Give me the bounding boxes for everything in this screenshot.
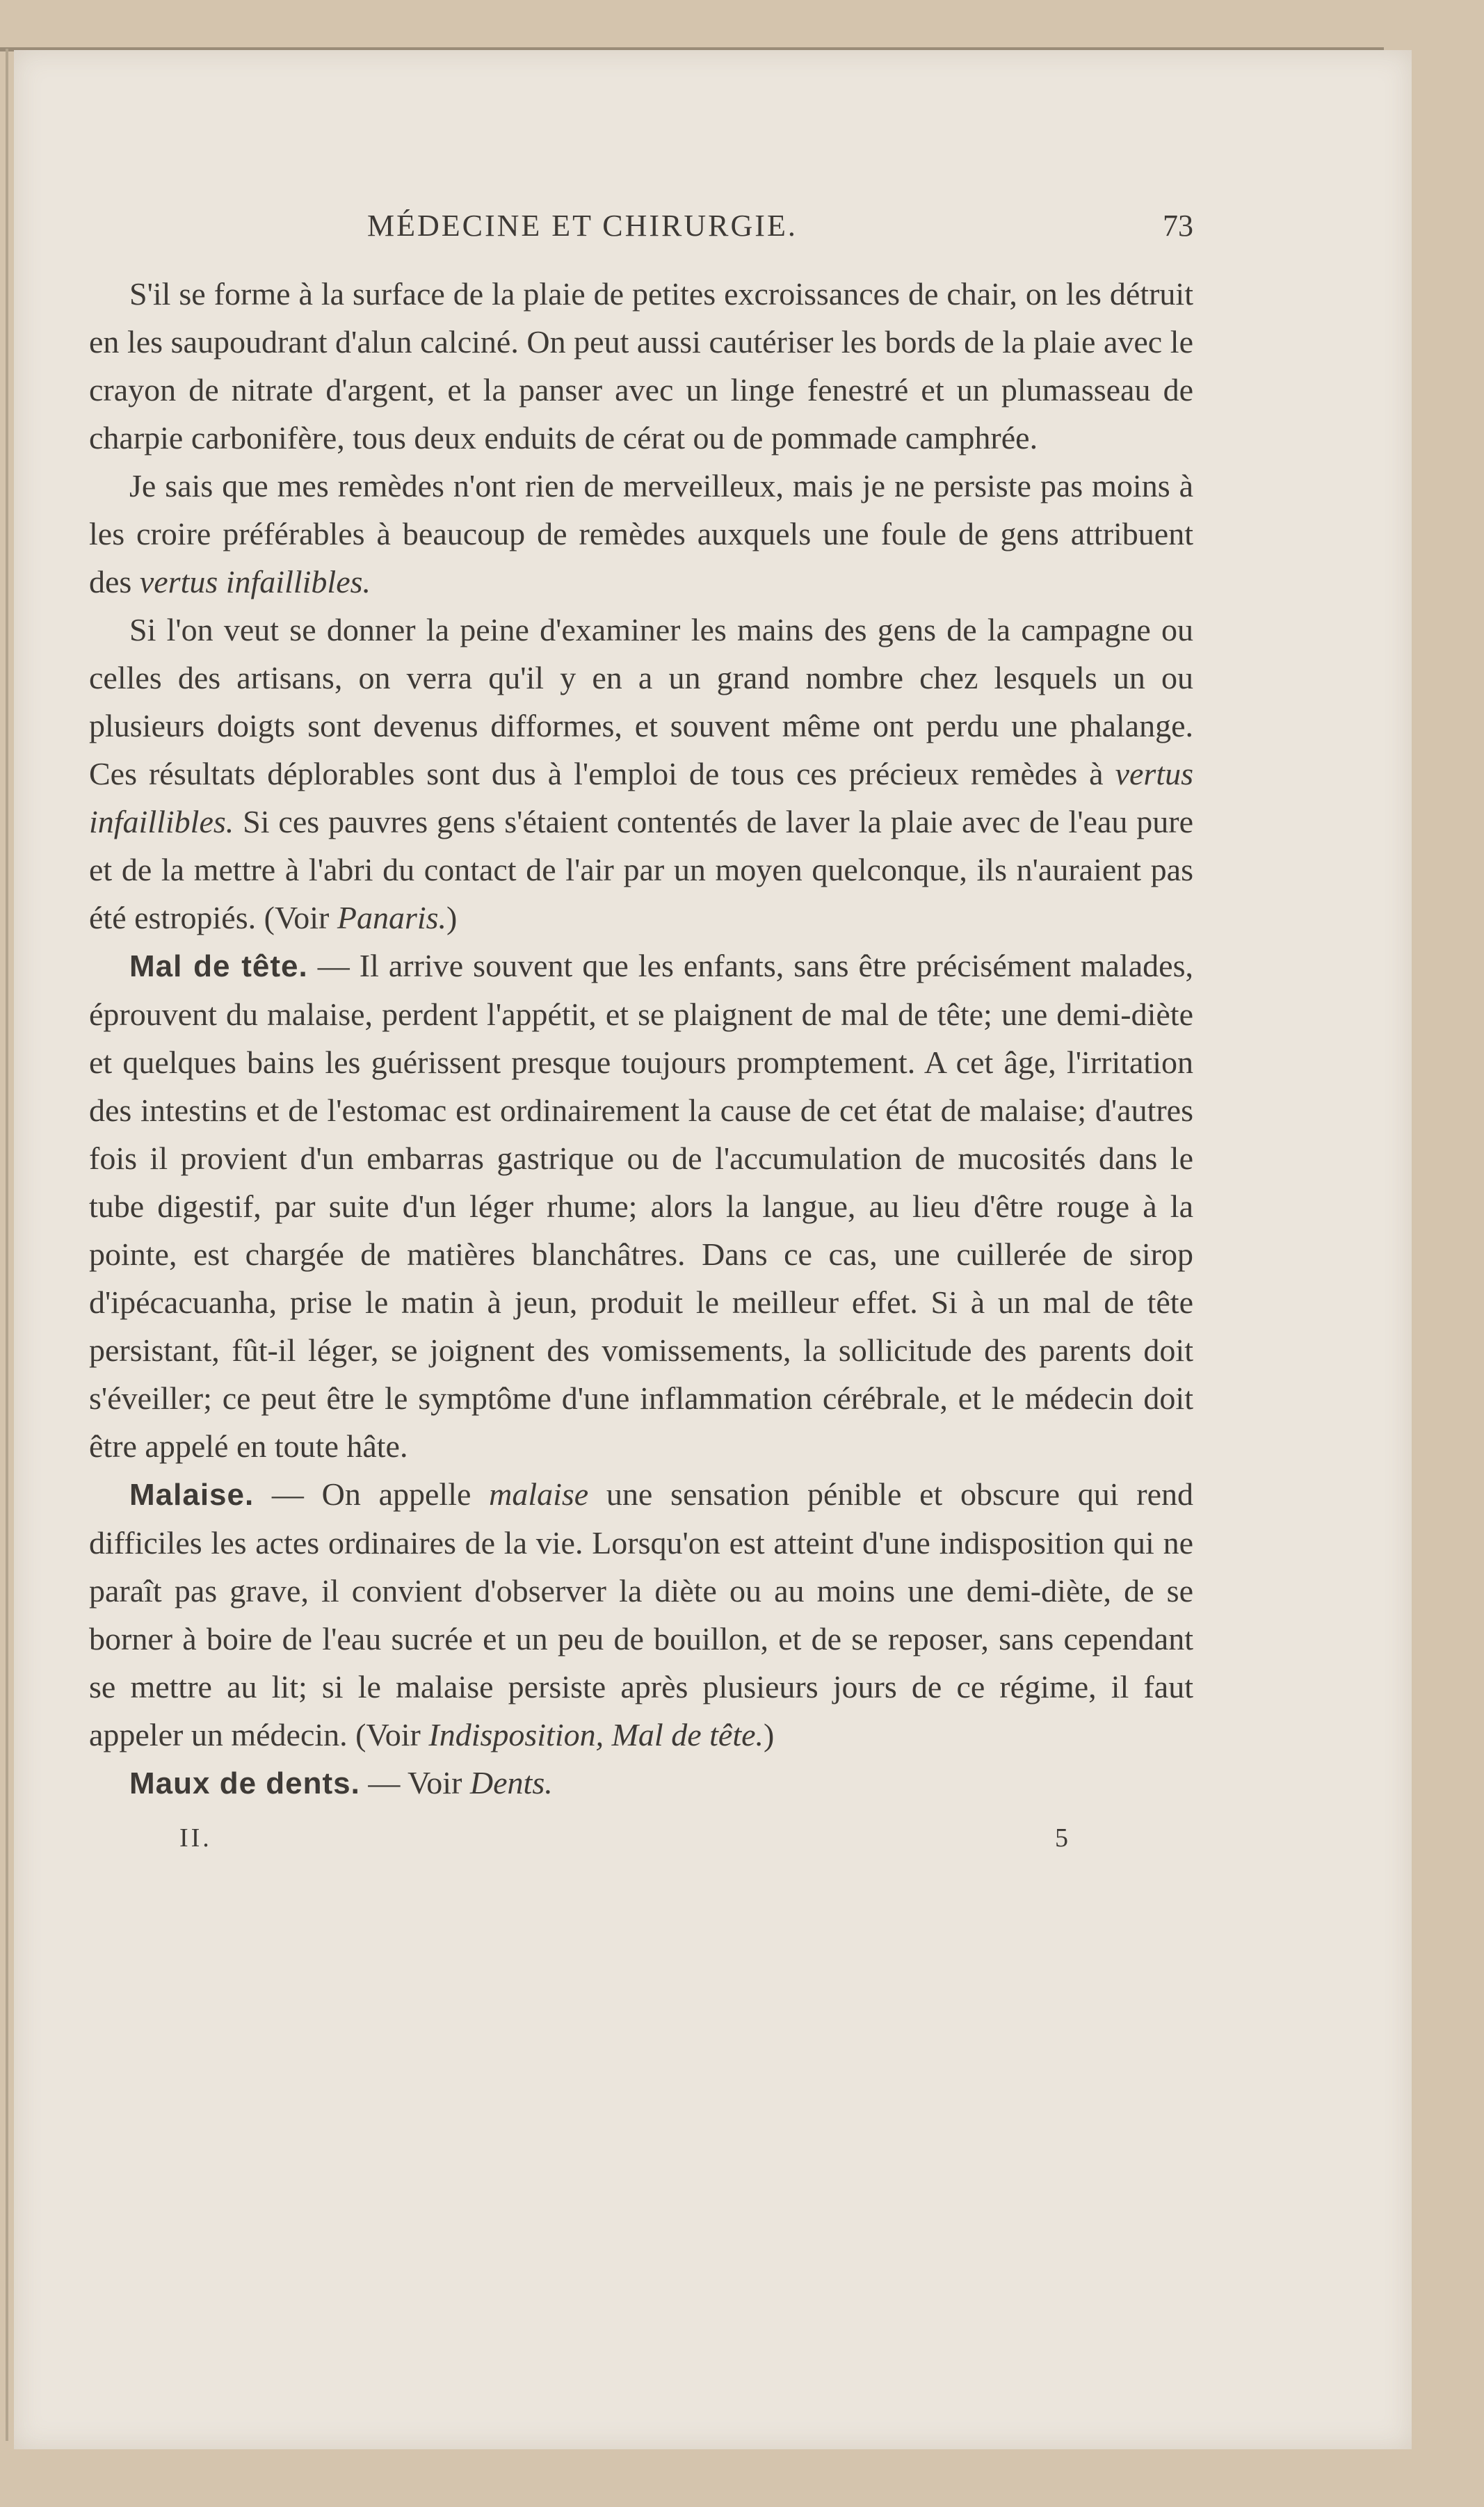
entry-heading: Mal de tête. [129,949,308,983]
entry-text: — On appelle [254,1476,490,1512]
entry-heading: Malaise. [129,1478,255,1512]
italic-phrase: vertus infaillibles. [139,564,371,599]
cross-reference: Panaris. [337,900,447,935]
cross-reference: Dents. [469,1765,553,1800]
page-number: 73 [1163,209,1193,243]
gathering-number: 5 [1055,1823,1068,1853]
signature-mark: II. [179,1823,212,1853]
running-header [89,202,1193,257]
paragraph-remedes [89,462,1193,606]
paragraph-text: S'il se forme à la surface de la plaie de petites excroissances de chair, on les détruit en les saupoudrant d'alun calciné. On peut aussi cautériser les bords de la plaie avec le crayon de nitrate d'argent, et la panser avec un linge fenestré et un plumasseau de charpie carbonifère, tous deux enduits de cérat ou de pommade camphrée. [89,276,1193,456]
entry-text: ) [764,1717,775,1752]
paragraph-text: Si ces pauvres gens s'étaient contentés de laver la plaie avec de l'eau pure et de la mettre à l'abri du contact de l'air par un moyen quelconque, ils n'auraient pas été estropiés. (Voir [89,804,1193,935]
page-footer [89,1814,1193,1862]
entry-malaise [89,1470,1193,1759]
cross-reference: Indisposition, Mal de tête. [428,1717,764,1752]
paragraph-text: Je sais que mes remèdes n'ont rien de merveilleux, mais je ne persiste pas moins à les croire préférables à beaucoup de remèdes auxquels une foule de gens attribuent des [89,468,1193,599]
paragraph-text: ) [446,900,458,935]
running-title: MÉDECINE ET CHIRURGIE. [367,209,798,243]
entry-heading: Maux de dents. [129,1766,360,1800]
page-left-edge [6,49,8,2441]
entry-text: une sensation pénible et obscure qui rend difficiles les actes ordinaires de la vie. Lorsqu'on est atteint d'une indisposition qui ne paraît pas grave, il convient d'observer la diète ou au moins une demi-diète, de se borner à boire de l'eau sucrée et un peu de bouillon, et de se reposer, sans cependant se mettre au lit; si le malaise persiste après plusieurs jours de ce régime, il faut appeler un médecin. (Voir [89,1476,1193,1752]
paragraph-mains [89,606,1193,942]
italic-phrase: vertus infaillibles. [89,756,1193,839]
paragraph-text: Si l'on veut se donner la peine d'examiner les mains des gens de la campagne ou celles des artisans, on verra qu'il y en a un grand nombre chez lesquels un ou plusieurs doigts sont devenus difformes, et souvent même ont perdu une phalange. Ces résultats déplorables sont dus à l'emploi de tous ces précieux remèdes à [89,612,1193,791]
page-text [89,202,1193,1862]
entry-text: — Voir [360,1765,470,1800]
entry-maux-de-dents [89,1759,1193,1807]
paragraph-excroissances [89,270,1193,462]
italic-term: malaise [489,1476,589,1512]
entry-mal-de-tete [89,942,1193,1470]
entry-text: — Il arrive souvent que les enfants, sans être précisément malades, éprouvent du malaise, perdent l'appétit, et se plaignent de mal de tête; une demi-diète et quelques bains les guérissent presque toujours promptement. A cet âge, l'irritation des intestins et de l'estomac est ordinairement la cause de cet état de malaise; d'autres fois il provient d'un embarras gastrique ou de l'accumulation de mucosités dans le tube digestif, par suite d'un léger rhume; alors la langue, au lieu d'être rouge à la pointe, est chargée de matières blanchâtres. Dans ce cas, une cuillerée de sirop d'ipécacuanha, prise le matin à jeun, produit le meilleur effet. Si à un mal de tête persistant, fût-il léger, se joignent des vomissements, la sollicitude des parents doit s'éveiller; ce peut être le symptôme d'une inflammation cérébrale, et le médecin doit être appelé en toute hâte. [89,948,1193,1464]
